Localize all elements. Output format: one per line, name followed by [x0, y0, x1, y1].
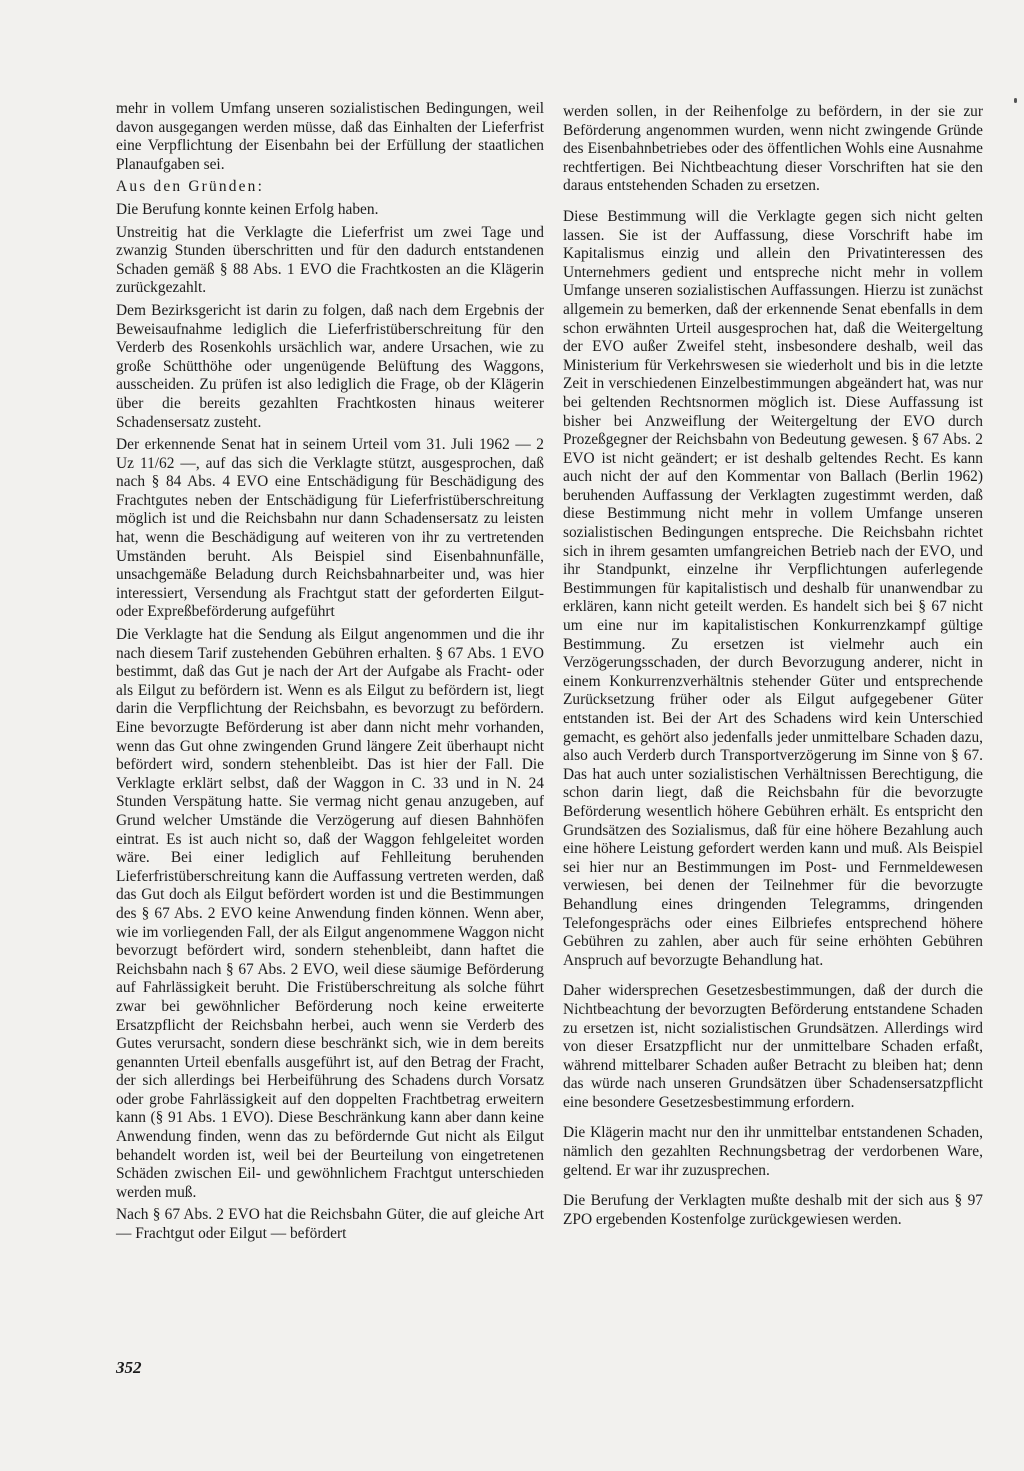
scan-speck [1014, 98, 1017, 103]
left-column [116, 100, 544, 1248]
paragraph: Die Verklagte hat die Sendung als Eilgut angenommen und die ihr nach diesem Tarif zustehenden Gebühren erhalten. § 67 Abs. 1 EVO bestimmt, daß das Gut je nach der Art der Aufgabe als Fracht- oder als Eilgut zu befördern ist. Wenn es als Eilgut zu befördern ist, liegt darin die Verpflichtung der Reichsbahn, es bevorzugt zu befördern. Eine bevorzugte Beförderung ist aber dann nicht mehr vorhanden, wenn das Gut ohne zwingenden Grund längere Zeit überhaupt nicht befördert wird, sondern stehenbleibt. Das ist hier der Fall. Die Verklagte erklärt selbst, daß der Waggon in C. 33 und in N. 24 Stunden Verspätung hatte. Sie vermag nicht genau anzugeben, auf Grund welcher Umstände die Verzögerung auf diesen Bahnhöfen eintrat. Es ist auch nicht so, daß der Waggon fehlgeleitet worden wäre. Bei einer lediglich auf Fehlleitung beruhenden Lieferfristüberschreitung kann die Auffassung vertreten werden, daß das Gut doch als Eilgut befördert worden ist und die Bestimmungen des § 67 Abs. 2 EVO keine Anwendung finden können. Wenn aber, wie im vorliegenden Fall, der als Eilgut angenommene Waggon nicht bevorzugt befördert wird, sondern stehenbleibt, dann haftet die Reichsbahn nach § 67 Abs. 2 EVO, weil diese säumige Beförderung auf Fahrlässigkeit beruht. Die Fristüberschreitung als solche führt zwar bei gewöhnlicher Beförderung noch keine erweiterte Ersatzpflicht der Reichsbahn herbei, auch wenn sie Verderb des Gutes verursacht, sondern diese beschränkt sich, wie in dem bereits genannten Urteil ebenfalls ausgeführt ist, auf den Betrag der Fracht, der sich allerdings bei Herbeiführung des Schadens durch Vorsatz oder grobe Fahrlässigkeit auf den doppelten Frachtbetrag erweitern kann (§ 91 Abs. 1 EVO). Diese Beschränkung kann aber dann keine Anwendung finden, wenn das zu befördernde Gut nicht als Eilgut behandelt worden ist, weil bei der Beurteilung von eingetretenen Schäden zwischen Eil- und gewöhnlichem Frachtgut unterschieden werden muß. [116, 626, 544, 1201]
paragraph: Dem Bezirksgericht ist darin zu folgen, daß nach dem Ergebnis der Beweisaufnahme lediglich die Lieferfristüberschreitung für den Verderb des Rosenkohls ursächlich war, andere Ursachen, wie zu große Schütthöhe oder ungenügende Belüftung des Waggons, ausscheiden. Zu prüfen ist also lediglich die Frage, ob der Klägerin über die bereits gezahlten Frachtkosten hinaus weiterer Schadensersatz zusteht. [116, 301, 544, 431]
right-column [563, 103, 983, 1233]
page-number: 352 [116, 1358, 142, 1377]
paragraph: Diese Bestimmung will die Verklagte gegen sich nicht gelten lassen. Sie ist der Auffassung, diese Vorschrift habe im Kapitalismus einzig und allein den Privatinteressen des Unternehmers gedient und entspreche nicht mehr in vollem Umfange unseren sozialistischen Auffassungen. Hierzu ist zunächst allgemein zu bemerken, daß der erkennende Senat ebenfalls in dem schon erwähnten Urteil ausgesprochen hat, daß die Weitergeltung der EVO außer Zweifel steht, insbesondere deshalb, weil das Ministerium für Verkehrswesen sie wiederholt und bis in die letzte Zeit in verschiedenen Einzelbestimmungen abgeändert hat, was nur bei geltenden Rechtsnormen möglich ist. Diese Auffassung ist bisher bei Anzweiflung der Weitergeltung der EVO durch Prozeßgegner der Reichsbahn von Bedeutung gewesen. § 67 Abs. 2 EVO ist nicht geändert; er ist deshalb geltendes Recht. Es kann auch nicht der auf den Kommentar von Ballach (Berlin 1962) beruhenden Auffassung der Verklagten zugestimmt werden, daß diese Bestimmung nicht mehr in vollem Umfange unseren sozialistischen Bedingungen entspreche. Die Reichsbahn richtet sich in ihrem gesamten umfangreichen Betrieb nach der EVO, und ihr Standpunkt, einzelne ihr Verpflichtungen auferlegende Bestimmungen für kapitalistisch und deshalb für unanwendbar zu erklären, kann nicht geteilt werden. Es handelt sich bei § 67 nicht um eine nur im kapitalistischen Konkurrenzkampf gültige Bestimmung. Zu ersetzen ist vielmehr auch ein Verzögerungsschaden, der durch Bevorzugung anderer, nicht in einem Konkurrenzverhältnis stehender Güter und entsprechende Zurücksetzung früher oder als Eilgut aufgegebener Güter entstanden ist. Bei der Art des Schadens wird kein Unterschied gemacht, es gehört also jedenfalls jeder unmittelbare Schaden dazu, also auch Verderb durch Transportverzögerung im Sinne von § 67. Das hat auch unter sozialistischen Verhältnissen Berechtigung, die schon darin liegt, daß die Reichsbahn für die bevorzugte Beförderung wesentlich höhere Gebühren erhält. Es entspricht den Grundsätzen des Sozialismus, daß für eine höhere Bezahlung auch eine höhere Leistung gefordert werden kann und muß. Als Beispiel sei hier nur an Bestimmungen im Post- und Fernmeldewesen verwiesen, bei denen der Teilnehmer für die bevorzugte Behandlung eines dringenden Telegramms, dringenden Telefongesprächs oder eines Eilbriefes entsprechend höhere Gebühren zu zahlen, aber auch für seine erhöhten Gebühren Anspruch auf bevorzugte Behandlung hat. [563, 207, 983, 969]
paragraph: Daher widersprechen Gesetzesbestimmungen, daß der durch die Nichtbeachtung der bevorzugten Beförderung entstandene Schaden zu ersetzen ist, nicht sozialistischen Grundsätzen. Allerdings wird von dieser Ersatzpflicht nur der unmittelbare Schaden erfaßt, während mittelbarer Schaden außer Betracht zu bleiben hat; denn das würde nach unseren Grundsätzen über Schadensersatzpflicht eine besondere Gesetzesbestimmung erfordern. [563, 982, 983, 1111]
paragraph: Unstreitig hat die Verklagte die Lieferfrist um zwei Tage und zwanzig Stunden überschritten und für den dadurch entstandenen Schaden gemäß § 88 Abs. 1 EVO die Frachtkosten an die Klägerin zurückgezahlt. [116, 223, 544, 297]
paragraph: Nach § 67 Abs. 2 EVO hat die Reichsbahn Güter, die auf gleiche Art — Frachtgut oder Eilgut — befördert [116, 1206, 544, 1243]
paragraph: Die Klägerin macht nur den ihr unmittelbar entstandenen Schaden, nämlich den gezahlten Rechnungsbetrag der verdorbenen Ware, geltend. Er war ihr zuzusprechen. [563, 1124, 983, 1179]
paragraph: werden sollen, in der Reihenfolge zu befördern, in der sie zur Beförderung angenommen wurden, wenn nicht zwingende Gründe des Eisenbahnbetriebes oder des öffentlichen Wohls eine Ausnahme rechtfertigen. Bei Nichtbeachtung dieser Vorschriften hat sie den daraus entstehenden Schaden zu ersetzen. [563, 103, 983, 195]
section-heading: Aus den Gründen: [116, 178, 265, 196]
paragraph: Die Berufung konnte keinen Erfolg haben. [116, 200, 379, 218]
paragraph: Die Berufung der Verklagten mußte deshalb mit der sich aus § 97 ZPO ergebenden Kostenfolge zurückgewiesen werden. [563, 1192, 983, 1228]
paragraph: mehr in vollem Umfang unseren sozialistischen Bedingungen, weil davon ausgegangen werden müsse, daß das Einhalten der Lieferfrist eine Verpflichtung der Eisenbahn bei der Erfüllung der staatlichen Planaufgaben sei. [116, 100, 544, 173]
paragraph: Der erkennende Senat hat in seinem Urteil vom 31. Juli 1962 — 2 Uz 11/62 —, auf das sich die Verklagte stützt, ausgesprochen, daß nach § 84 Abs. 4 EVO eine Entschädigung für Beschädigung des Frachtgutes neben der Entschädigung für Lieferfristüberschreitung möglich ist und die Reichsbahn nur dann Schadensersatz zu leisten hat, wenn die Beschädigung auf weiteren von ihr zu vertretenden Umständen beruht. Als Beispiel sind Eisenbahnunfälle, unsachgemäße Beladung durch Reichsbahnarbeiter und, was hier interessiert, Versendung als Frachtgut statt der geforderten Eilgut- oder Expreßbeförderung aufgeführt [116, 436, 544, 621]
